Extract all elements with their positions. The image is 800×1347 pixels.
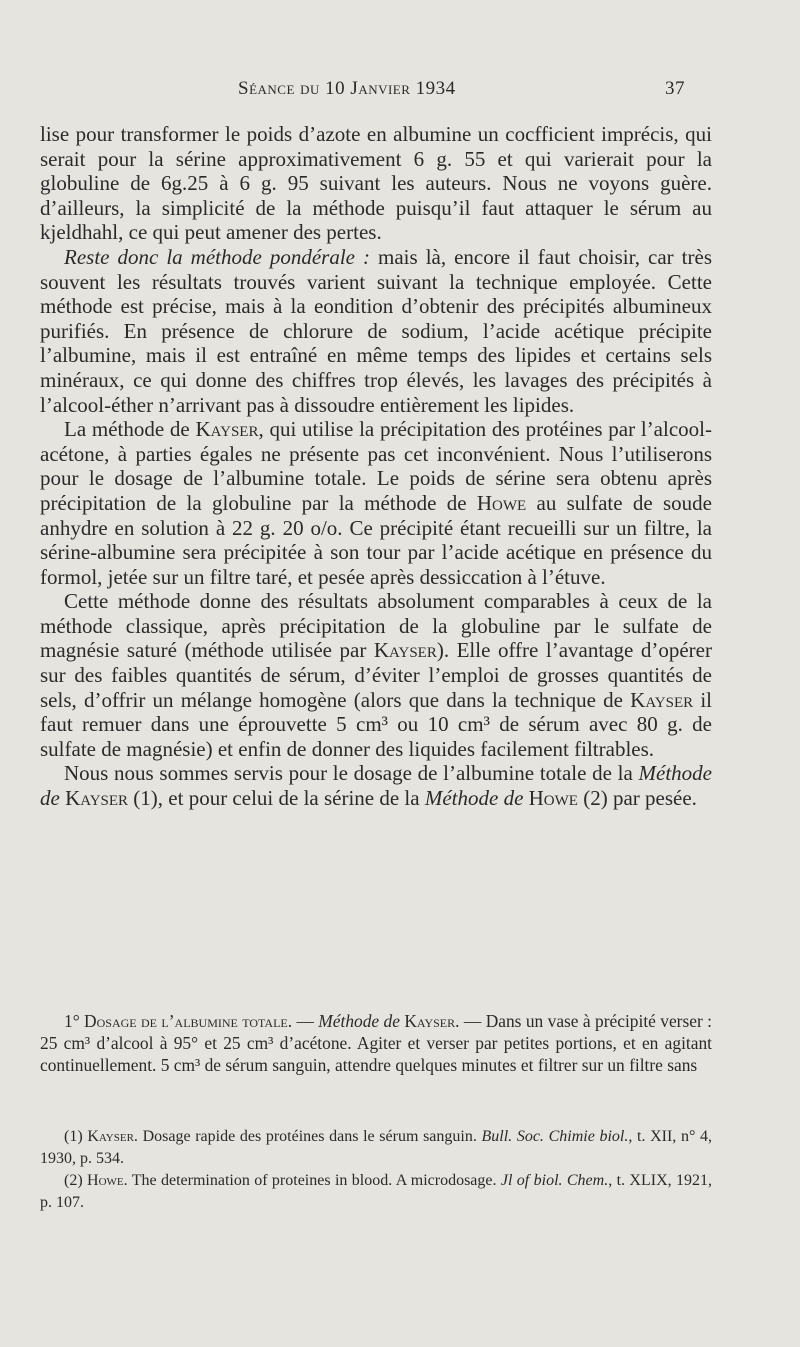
- author-name: Kayser: [399, 1011, 456, 1031]
- emphasis: Méthode de: [424, 786, 524, 811]
- paragraph-2: [40, 245, 712, 417]
- paragraph-2-text: mais là, encore il faut choisir, car très souvent les résultats trouvés varient suivant la technique employée. Cette méthode est précise, mais à la eondition d’obtenir des précipités albumineux purifiés. En présence de chlorure de sodium, l’acide acétique précipite l’albumine, mais il est entraîné en même temps des lipides et certains sels minéraux, ce qui donne des chiffres trop élevés, les lavages des précipités à l’alcool-éther n’arrivant pas à dissoudre entièrement les lipides.: [40, 244, 712, 417]
- emphasis: Méthode de: [40, 761, 712, 811]
- text-run: il faut remuer dans une éprouvette 5 cm³ ou 10 cm³ de sérum avec 80 g. de sulfate de magnésie) et enfin de donner des liquides facilement filtrables.: [40, 687, 713, 761]
- text-run: ). Elle offre l’avantage d’opérer sur des faibles quantités de sérum, d’éviter l’emploi de grosses quantités de sels, d’offrir un mélange homogène (alors que dans la technique de: [40, 638, 712, 712]
- footnote-number: (1): [64, 1128, 88, 1145]
- author-name: Howe: [87, 1172, 124, 1189]
- paragraph-1: lise pour transformer le poids d’azote en albumine un cocfficient imprécis, qui serait pour la sérine approximativement 6 g. 55 et qui varierait pour la globuline de 6g.25 à 6 g. 95 suivant les auteurs. Nous ne voyons guère. d’ailleurs, la simplicité de la méthode puisqu’il faut attaquer le sérum au kjeldhahl, ce qui peut amener des pertes.: [40, 122, 712, 245]
- text-run: Cette méthode donne des résultats absolument comparables à ceux de la méthode classique, après précipitation de la globuline par le sulfate de magnésie saturé (méthode utilisée par: [40, 589, 712, 663]
- author-name: Kayser: [373, 638, 437, 663]
- footnote-2: [40, 1170, 712, 1214]
- method-section: [40, 1010, 712, 1076]
- journal-title: Bull. Soc. Chimie biol.: [481, 1128, 629, 1145]
- running-title: Séance du 10 Janvier 1934: [238, 78, 456, 99]
- footnote-number: (2): [64, 1172, 88, 1189]
- text-run: , t. XLIX, 1921, p. 107.: [40, 1172, 712, 1211]
- emphasis: Méthode de: [318, 1011, 400, 1031]
- journal-title: Jl of biol. Chem.: [500, 1172, 609, 1189]
- page-header: [40, 78, 685, 100]
- footnote-1: [40, 1126, 712, 1170]
- text-run: (1), et pour celui de la sérine de la: [128, 786, 425, 811]
- text-run: (2) par pesée.: [577, 786, 697, 811]
- main-text: [40, 122, 712, 811]
- paragraph-4: [40, 589, 712, 761]
- text-run: , t. XII, n° 4, 1930, p. 534.: [40, 1128, 713, 1167]
- author-name: Howe: [523, 786, 578, 811]
- section-text: Dans un vase à précipité verser : 25 cm³ d’alcool à 95° et 25 cm³ d’acétone. Agiter et verser par petites portions, et en agitant continuellement. 5 cm³ de sérum sanguin, attendre quelques minutes et filtrer sur un filtre sans: [40, 1011, 712, 1075]
- paragraph-5: [40, 761, 712, 810]
- text-run: Nous nous sommes servis pour le dosage de l’albumine totale de la: [64, 761, 639, 786]
- text-run: —: [292, 1011, 319, 1031]
- text-run: . —: [455, 1011, 486, 1031]
- emphasis: Reste donc la méthode pondérale :: [64, 244, 370, 269]
- page-number: 37: [665, 78, 685, 99]
- section-paragraph: [40, 1010, 712, 1076]
- author-name: Kayser: [87, 1128, 134, 1145]
- text-run: , qui utilise la précipitation des protéines par l’alcool-acétone, à parties égales ne présente pas cet inconvénient. Nous l’utiliserons pour le dosage de l’albumine totale. Le poids de sérine sera obtenu après précipitation de la globuline par la méthode de: [40, 417, 712, 515]
- text-run: . The determination of proteines in blood. A microdosage.: [123, 1172, 501, 1189]
- author-name: Howe: [476, 490, 527, 515]
- footnotes: [40, 1126, 712, 1214]
- text-run: La méthode de: [64, 417, 196, 442]
- text-run: . Dosage rapide des protéines dans le sérum sanguin.: [133, 1128, 482, 1145]
- author-name: Kayser: [195, 417, 259, 442]
- paragraph-3: [40, 417, 712, 589]
- text-run: au sulfate de soude anhydre en solution à 22 g. 20 o/o. Ce précipité étant recueilli sur un filtre, la sérine-albumine sera précipitée à son tour par l’acide acétique en présence du formol, jetée sur un filtre taré, et pesée après dessiccation à l’étuve.: [40, 490, 712, 589]
- author-name: Kayser: [630, 687, 694, 712]
- section-heading: 1° Dosage de l’albumine totale.: [64, 1011, 293, 1031]
- author-name: Kayser: [59, 786, 129, 811]
